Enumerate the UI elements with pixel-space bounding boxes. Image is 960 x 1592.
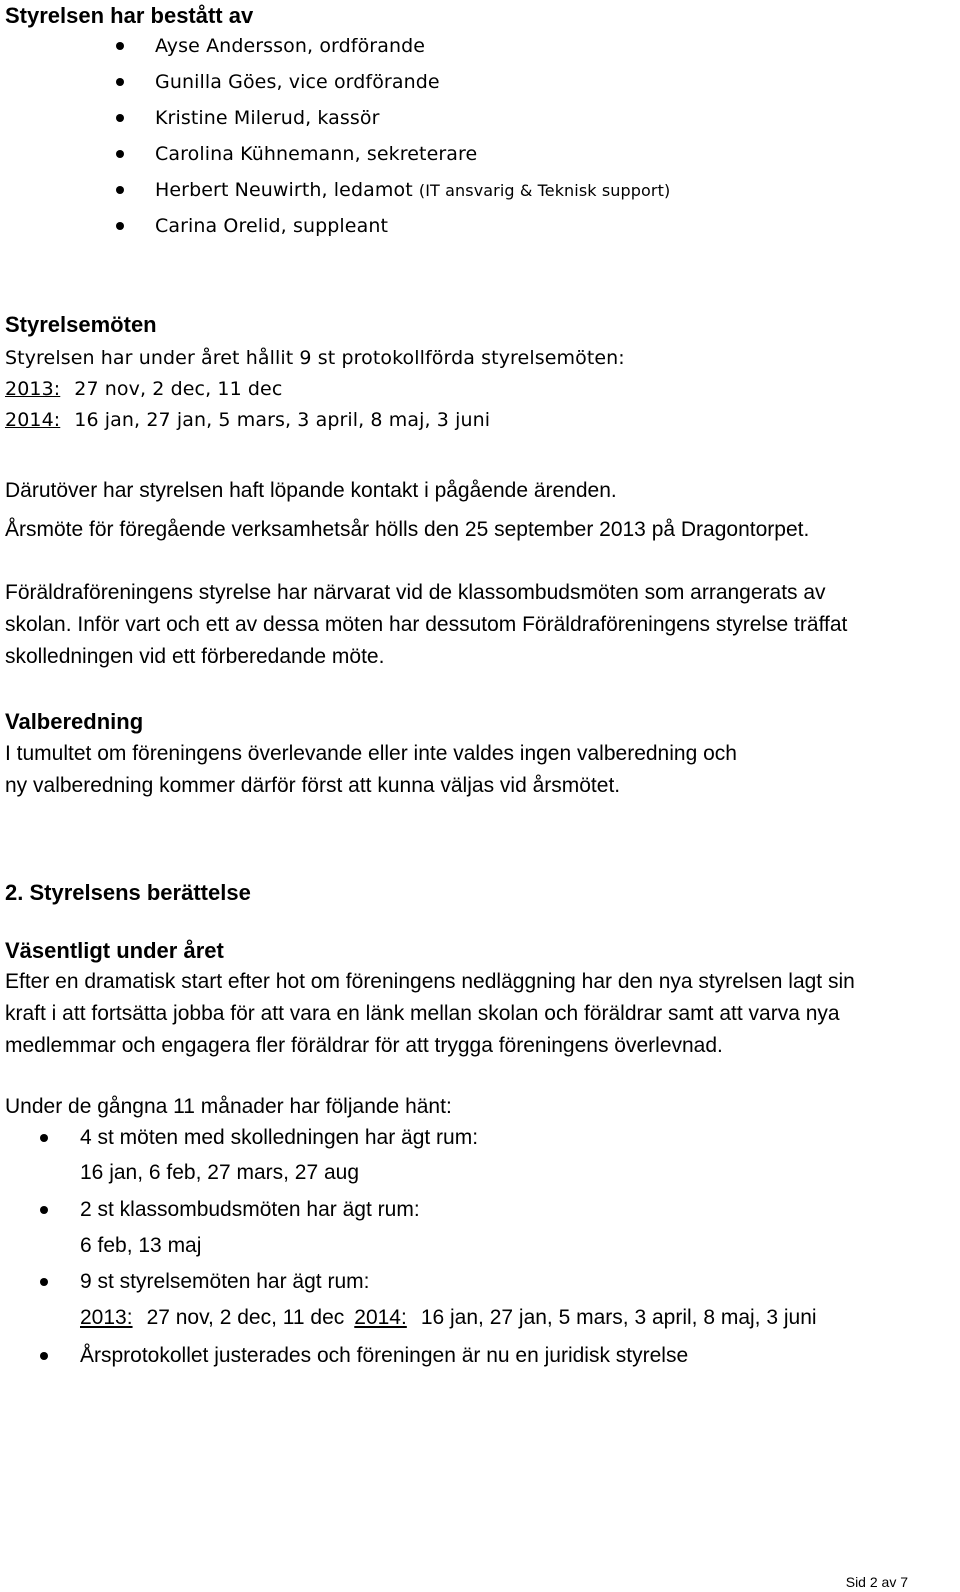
meetings-intro: Styrelsen har under året hållit 9 st protokollförda styrelsemöten:: [5, 347, 625, 369]
section-paragraph-line: Efter en dramatisk start efter hot om föreningens nedläggning har den nya styrelsen lagt sin: [5, 970, 855, 993]
list-item-detail: [80, 1305, 817, 1331]
meetings-paragraph-line: skolledningen vid ett förberedande möte.: [5, 645, 385, 668]
dates-text: 16 jan, 27 jan, 5 mars, 3 april, 8 maj, 3 juni: [74, 409, 491, 431]
nomination-paragraph-line: I tumultet om föreningens överlevande eller inte valdes ingen valberedning och: [5, 742, 737, 765]
nomination-paragraph-line: ny valberedning kommer därför först att kunna väljas vid årsmötet.: [5, 774, 621, 797]
bullet-icon: [40, 1352, 48, 1360]
nomination-heading: Valberedning: [5, 709, 144, 734]
list-item-text: Ayse Andersson, ordförande: [155, 35, 426, 57]
section-paragraph-line: kraft i att fortsätta jobba för att vara en länk mellan skolan och föräldrar samt att varva nya: [5, 1002, 840, 1025]
year-label: 2013:: [80, 1306, 133, 1329]
list-item-text: Carina Orelid, suppleant: [155, 215, 389, 237]
dates-text: 16 jan, 27 jan, 5 mars, 3 april, 8 maj, 3 juni: [420, 1306, 817, 1329]
meetings-paragraph-contact: Därutöver har styrelsen haft löpande kontakt i pågående ärenden.: [5, 479, 617, 502]
bullet-icon: [116, 222, 124, 230]
list-item-text: Gunilla Göes, vice ordförande: [155, 71, 440, 93]
bullet-icon: [116, 186, 124, 194]
bullet-icon: [40, 1134, 48, 1142]
meetings-dates-2014: [5, 408, 490, 432]
page-number: Sid 2 av 7: [845, 1574, 908, 1590]
meetings-paragraph-line: Föräldraföreningens styrelse har närvarat vid de klassombudsmöten som arrangerats av: [5, 581, 826, 604]
list-item-text: [155, 178, 670, 203]
dates-text: 27 nov, 2 dec, 11 dec: [74, 378, 283, 400]
meetings-paragraph-annual-meeting: Årsmöte för föregående verksamhetsår hölls den 25 september 2013 på Dragontorpet.: [5, 518, 810, 541]
bullet-icon: [40, 1278, 48, 1286]
bullet-icon: [40, 1206, 48, 1214]
section-paragraph-line: medlemmar och engagera fler föräldrar för att trygga föreningens överlevnad.: [5, 1034, 723, 1057]
list-item-detail: 6 feb, 13 maj: [80, 1234, 202, 1257]
bullet-icon: [116, 150, 124, 158]
meetings-dates-2013: [5, 377, 282, 401]
events-intro: Under de gångna 11 månader har följande hänt:: [5, 1095, 452, 1118]
year-label: 2014:: [5, 409, 61, 431]
member-note: (IT ansvarig & Teknisk support): [418, 181, 671, 200]
year-label: 2014:: [354, 1306, 407, 1329]
board-heading: Styrelsen har bestått av: [5, 3, 254, 28]
meetings-heading: Styrelsemöten: [5, 312, 157, 337]
list-item-text: 2 st klassombudsmöten har ägt rum:: [80, 1198, 420, 1221]
bullet-icon: [116, 78, 124, 86]
list-item-text: Carolina Kühnemann, sekreterare: [155, 143, 478, 165]
member-name: Herbert Neuwirth, ledamot: [155, 179, 413, 201]
dates-text: 27 nov, 2 dec, 11 dec: [146, 1306, 345, 1329]
meetings-paragraph-line: skolan. Inför vart och ett av dessa möten har dessutom Föräldraföreningens styrelse träffat: [5, 613, 848, 636]
year-label: 2013:: [5, 378, 61, 400]
list-item-text: Årsprotokollet justerades och föreningen är nu en juridisk styrelse: [80, 1344, 689, 1367]
bullet-icon: [116, 42, 124, 50]
bullet-icon: [116, 114, 124, 122]
list-item-text: Kristine Milerud, kassör: [155, 107, 380, 129]
list-item-text: 4 st möten med skolledningen har ägt rum:: [80, 1126, 479, 1149]
section-subheading: Väsentligt under året: [5, 938, 224, 963]
list-item-detail: 16 jan, 6 feb, 27 mars, 27 aug: [80, 1161, 360, 1184]
section-heading: 2. Styrelsens berättelse: [5, 880, 251, 905]
list-item-text: 9 st styrelsemöten har ägt rum:: [80, 1270, 370, 1293]
